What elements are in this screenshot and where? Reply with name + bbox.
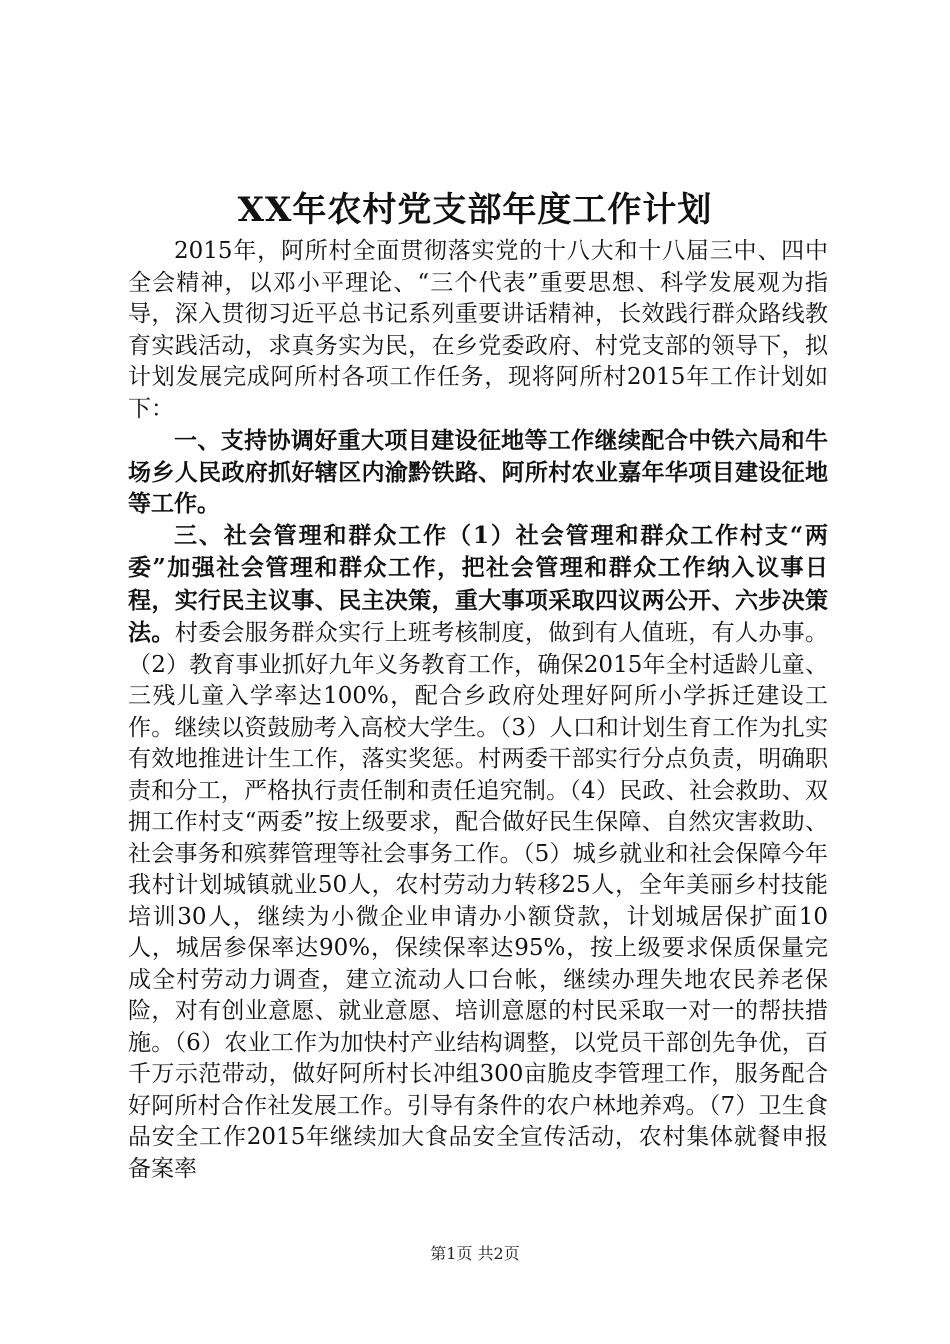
section-3-paragraph (128, 520, 828, 1186)
document-body (128, 236, 828, 1185)
section-3-body: 村委会服务群众实行上班考核制度，做到有人值班，有人办事。（2）教育事业抓好九年义务教育工作，确保2015年全村适龄儿童、三残儿童入学率达100%，配合乡政府处理好阿所小学拆迁建设工作。继续以资鼓励考入高校大学生。（3）人口和计划生育工作为扎实有效地推进计生工作，落实奖惩。村两委干部实行分点负责，明确职责和分工，严格执行责任制和责任追究制。（4）民政、社会救助、双拥工作村支“两委”按上级要求，配合做好民生保障、自然灾害救助、社会事务和殡葬管理等社会事务工作。（5）城乡就业和社会保障今年我村计划城镇就业50人，农村劳动力转移25人，全年美丽乡村技能培训30人，继续为小微企业申请办小额贷款，计划城居保扩面10人，城居参保率达90%，保续保率达95%，按上级要求保质保量完成全村劳动力调查，建立流动人口台帐，继续办理失地农民养老保险，对有创业意愿、就业意愿、培训意愿的村民采取一对一的帮扶措施。（6）农业工作为加快村产业结构调整，以党员干部创先争优，百千万示范带动，做好阿所村长冲组300亩脆皮李管理工作，服务配合好阿所村合作社发展工作。引导有条件的农户林地养鸡。（7）卫生食品安全工作2015年继续加大食品安全宣传活动，农村集体就餐申报备案率 (128, 620, 829, 1182)
document-title: XX年农村党支部年度工作计划 (237, 190, 713, 230)
section-1-paragraph: 一、支持协调好重大项目建设征地等工作继续配合中铁六局和牛场乡人民政府抓好辖区内渝黔铁路、阿所村农业嘉年华项目建设征地等工作。 (128, 427, 828, 517)
intro-paragraph: 2015年，阿所村全面贯彻落实党的十八大和十八届三中、四中全会精神，以邓小平理论、“三个代表”重要思想、科学发展观为指导，深入贯彻习近平总书记系列重要讲话精神，长效践行群众路线教育实践活动，求真务实为民，在乡党委政府、村党支部的领导下，拟计划发展完成阿所村各项工作任务，现将阿所村2015年工作计划如下： (128, 238, 828, 422)
section-3-heading: 三、社会管理和群众工作（1）社会管理和群众工作村支“两委”加强社会管理和群众工作，把社会管理和群众工作纳入议事日程，实行民主议事、民主决策，重大事项采取四议两公开、六步决策法。 (128, 521, 828, 646)
page-footer: 第1页 共2页 (430, 1244, 520, 1263)
